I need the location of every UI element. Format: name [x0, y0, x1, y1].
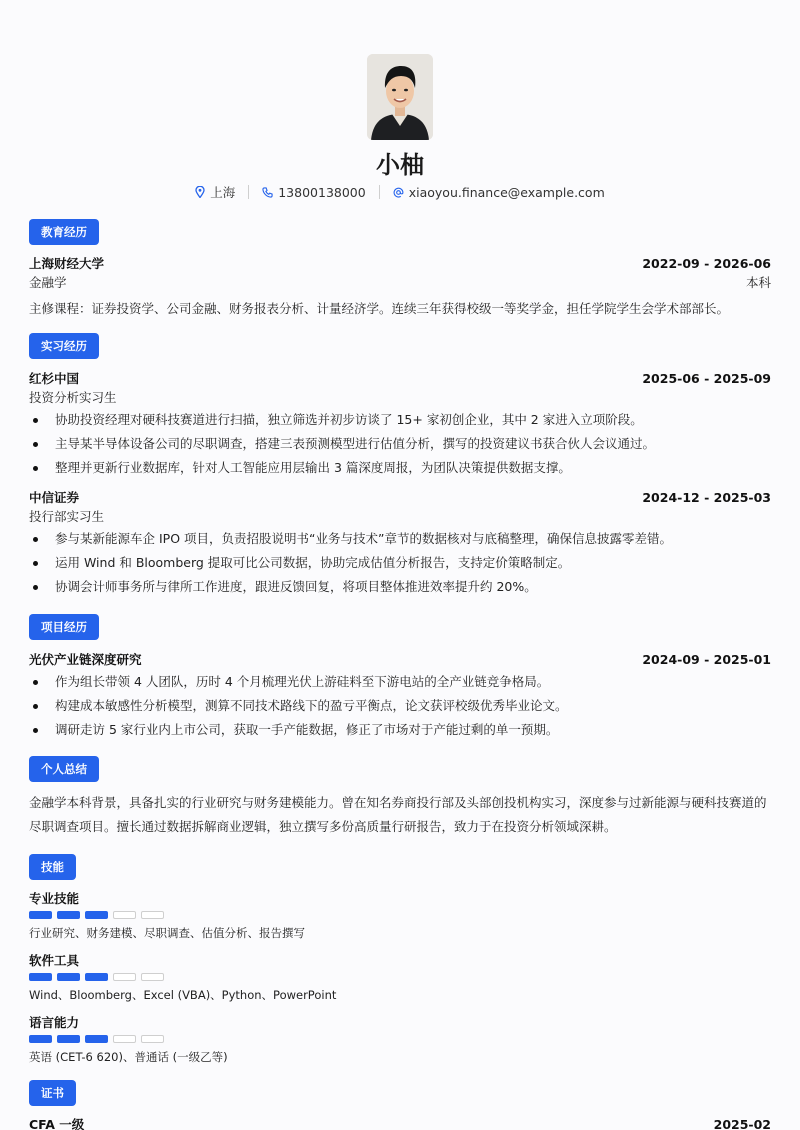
internship-entry — [29, 488, 771, 599]
internship-bullets — [29, 408, 771, 480]
project-bullets — [29, 670, 771, 742]
skill-level-segment-filled — [29, 973, 52, 981]
bullet-item: 协调会计师事务所与律所工作进度，跟进反馈回复，将项目整体推进效率提升约 20%。 — [29, 575, 771, 599]
email-text: xiaoyou.finance@example.com — [408, 184, 605, 200]
skill-level-bar — [29, 973, 771, 981]
education-date: 2022-09 - 2026-06 — [642, 256, 771, 271]
location-pin-icon — [195, 186, 205, 198]
skill-level-segment-empty — [113, 973, 136, 981]
project-date: 2024-09 - 2025-01 — [642, 652, 771, 667]
summary-text: 金融学本科背景，具备扎实的行业研究与财务建模能力。曾在知名券商投行部及头部创投机构实习，深度参与过新能源与硬科技赛道的尽职调查项目。擅长通过数据拆解商业逻辑，独立撰写多份高质量行研报告，致力于在投资分析领域深耕。 — [29, 795, 767, 834]
bullet-item: 参与某新能源车企 IPO 项目，负责招股说明书“业务与技术”章节的数据核对与底稿整理，确保信息披露零差错。 — [29, 527, 771, 551]
bullet-item: 调研走访 5 家行业内上市公司，获取一手产能数据，修正了市场对于产能过剩的单一预期。 — [29, 718, 771, 742]
internship-role: 投资分析实习生 — [29, 390, 117, 405]
skill-level-segment-empty — [141, 911, 164, 919]
skill-level-segment-filled — [57, 911, 80, 919]
section-heading-projects: 项目经历 — [29, 614, 99, 640]
bullet-item: 主导某半导体设备公司的尽职调查，搭建三表预测模型进行估值分析，撰写的投资建议书获合伙人会议通过。 — [29, 432, 771, 456]
contact-email[interactable] — [393, 185, 605, 200]
internship-date: 2025-06 - 2025-09 — [642, 371, 771, 386]
school-name: 上海财经大学 — [29, 256, 105, 271]
skill-level-segment-filled — [29, 911, 52, 919]
section-heading-education: 教育经历 — [29, 219, 99, 245]
certificate-entry — [29, 1115, 771, 1130]
skill-level-segment-empty — [113, 911, 136, 919]
skill-name: 软件工具 — [29, 953, 80, 968]
phone-icon — [262, 187, 273, 198]
skill-description: 行业研究、财务建模、尽职调查、估值分析、报告撰写 — [29, 926, 305, 940]
skill-group — [29, 1013, 771, 1065]
contact-location — [195, 183, 235, 201]
internship-entry — [29, 369, 771, 480]
section-heading-internships: 实习经历 — [29, 333, 99, 359]
bullet-item: 整理并更新行业数据库，针对人工智能应用层输出 3 篇深度周报，为团队决策提供数据支撑。 — [29, 456, 771, 480]
certificate-name: CFA 一级 — [29, 1117, 85, 1130]
education-degree: 本科 — [745, 275, 771, 290]
skill-level-segment-empty — [113, 1035, 136, 1043]
contact-bar — [0, 182, 800, 202]
bullet-item: 作为组长带领 4 人团队，历时 4 个月梳理光伏上游硅料至下游电站的全产业链竞争格局。 — [29, 670, 771, 694]
email-at-icon — [393, 187, 404, 198]
skill-level-bar — [29, 1035, 771, 1043]
certificate-date: 2025-02 — [713, 1117, 771, 1130]
skill-description: Wind、Bloomberg、Excel (VBA)、Python、PowerPoint — [29, 988, 337, 1002]
skill-level-segment-filled — [85, 911, 108, 919]
skill-level-segment-filled — [85, 973, 108, 981]
candidate-name: 小柚 — [376, 151, 424, 179]
education-major: 金融学 — [29, 275, 67, 290]
education-description: 主修课程：证券投资学、公司金融、财务报表分析、计量经济学。连续三年获得校级一等奖学金，担任学院学生会学术部部长。 — [29, 301, 730, 316]
bullet-item: 运用 Wind 和 Bloomberg 提取可比公司数据，协助完成估值分析报告，支持定价策略制定。 — [29, 551, 771, 575]
education-entry — [29, 254, 771, 320]
location-text: 上海 — [210, 185, 236, 200]
section-heading-skills: 技能 — [29, 854, 76, 880]
skill-level-segment-filled — [29, 1035, 52, 1043]
skill-description: 英语 (CET-6 620)、普通话 (一级乙等) — [29, 1050, 228, 1064]
bullet-item: 协助投资经理对硬科技赛道进行扫描，独立筛选并初步访谈了 15+ 家初创企业，其中 2 家进入立项阶段。 — [29, 408, 771, 432]
skill-level-segment-filled — [57, 973, 80, 981]
skill-level-segment-filled — [57, 1035, 80, 1043]
company-name: 红杉中国 — [29, 371, 80, 386]
skill-level-segment-empty — [141, 973, 164, 981]
profile-photo — [367, 54, 433, 140]
bullet-item: 构建成本敏感性分析模型，测算不同技术路线下的盈亏平衡点，论文获评校级优秀毕业论文。 — [29, 694, 771, 718]
skill-level-segment-filled — [85, 1035, 108, 1043]
internship-bullets — [29, 527, 771, 599]
project-entry — [29, 650, 771, 742]
phone-text: 13800138000 — [278, 184, 366, 200]
project-name: 光伏产业链深度研究 — [29, 652, 142, 667]
skill-name: 语言能力 — [29, 1015, 80, 1030]
skill-name: 专业技能 — [29, 891, 80, 906]
company-name: 中信证券 — [29, 490, 80, 505]
section-heading-summary: 个人总结 — [29, 756, 99, 782]
divider — [248, 185, 249, 199]
divider — [379, 185, 380, 199]
skill-level-bar — [29, 911, 771, 919]
internship-role: 投行部实习生 — [29, 509, 105, 524]
skill-group — [29, 951, 771, 1003]
internship-date: 2024-12 - 2025-03 — [642, 490, 771, 505]
skill-level-segment-empty — [141, 1035, 164, 1043]
contact-phone[interactable] — [262, 185, 365, 200]
skill-group — [29, 889, 771, 941]
section-heading-certificates: 证书 — [29, 1080, 76, 1106]
